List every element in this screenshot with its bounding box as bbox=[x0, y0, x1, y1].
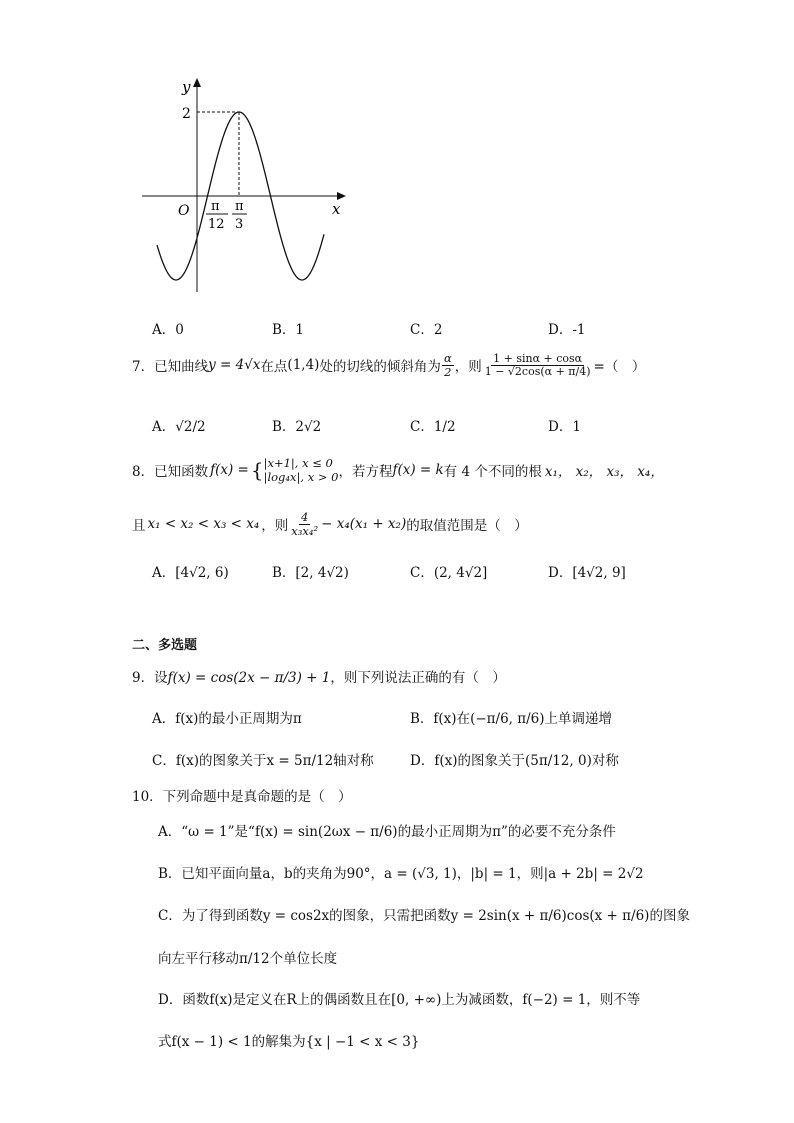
q8-line2 bbox=[132, 511, 528, 537]
q10-option-b[interactable]: B．已知平面向量a，b的夹角为90°，a = (√3, 1)，|b| = 1，则|a + 2b| = 2√2 bbox=[158, 866, 644, 882]
x-tick1-num: π bbox=[211, 199, 220, 214]
x-tick1-den: 12 bbox=[208, 217, 225, 232]
q7-expr-num: 1 + sinα + cosα bbox=[493, 351, 583, 365]
q10-option-d-line2: 式f(x − 1) < 1的解集为{x | −1 < x < 3} bbox=[158, 1034, 420, 1050]
q8-expr-fraction bbox=[289, 511, 320, 537]
q6-option-c[interactable]: C．2 bbox=[410, 322, 443, 338]
q7-stem-a: 7．已知曲线 bbox=[132, 359, 209, 376]
q9-option-d[interactable]: D．f(x)的图象关于(5π/12, 0)对称 bbox=[410, 753, 619, 769]
q8-stem-b: ，若方程 bbox=[338, 464, 393, 481]
q8-option-a[interactable]: A．[4√2, 6) bbox=[152, 565, 229, 581]
x-tick2-den: 3 bbox=[235, 217, 244, 232]
q9-stem-b: ，则下列说法正确的有（ ） bbox=[330, 670, 506, 686]
q9-fx: f(x) = cos(2x − π/3) + 1 bbox=[167, 670, 331, 686]
q7-stem-d: ，则 bbox=[454, 359, 482, 376]
q8-case1: |x+1|, x ≤ 0 bbox=[263, 456, 333, 470]
q10-option-d-line1[interactable]: D．函数f(x)是定义在R上的偶函数且在[0, +∞)上为减函数，f(−2) = 1，则不等 bbox=[158, 992, 641, 1008]
q7-stem-c: 处的切线的倾斜角为 bbox=[319, 359, 441, 376]
q7-expression bbox=[483, 353, 593, 378]
q8-option-c[interactable]: C．(2, 4√2] bbox=[410, 565, 488, 581]
q7-option-a[interactable]: A．√2/2 bbox=[152, 419, 206, 435]
q7-stem bbox=[132, 352, 645, 378]
q8-cases bbox=[264, 456, 339, 485]
q9-stem bbox=[132, 666, 506, 686]
q8-option-d[interactable]: D．[4√2, 9] bbox=[548, 565, 626, 581]
q8-line2-b: ，则 bbox=[261, 518, 289, 535]
q7-stem-b: 在点 bbox=[260, 359, 288, 376]
q8-brace-icon: { bbox=[250, 458, 264, 483]
q8-case2: |log₄x|, x > 0 bbox=[263, 470, 339, 485]
q8-expr-den: x₃x₄² bbox=[291, 523, 319, 538]
sine-graph bbox=[140, 76, 360, 298]
q8-line2-c: 的取值范围是（ ） bbox=[406, 518, 528, 535]
y-axis-arrow-icon bbox=[193, 78, 201, 87]
origin-label: O bbox=[178, 203, 190, 219]
q7-expr-den: 1 − √2cos(α + π/4) bbox=[484, 364, 591, 378]
q8-line2-a: 且 bbox=[132, 518, 146, 535]
q9-option-c[interactable]: C．f(x)的图象关于x = 5π/12轴对称 bbox=[152, 753, 374, 769]
q9-option-b[interactable]: B．f(x)在(−π/6, π/6)上单调递增 bbox=[410, 711, 613, 727]
y-tick-label: 2 bbox=[182, 106, 191, 122]
q6-option-a[interactable]: A．0 bbox=[152, 322, 184, 338]
q8-stem-a: 8．已知函数 bbox=[132, 464, 209, 481]
q10-option-c-line2: 向左平行移动π/12个单位长度 bbox=[158, 951, 338, 967]
y-axis-label: y bbox=[182, 78, 191, 96]
q8-equation: f(x) = k bbox=[392, 462, 444, 479]
q6-option-d[interactable]: D．-1 bbox=[548, 322, 586, 338]
q10-option-c-line1[interactable]: C．为了得到函数y = cos2x的图象，只需把函数y = 2sin(x + π/6)cos(x + π/6)的图象 bbox=[158, 908, 690, 924]
q7-stem-e: =（ ） bbox=[593, 359, 646, 376]
q6-option-b[interactable]: B．1 bbox=[272, 322, 305, 338]
q8-stem-c: 有 4 个不同的根 bbox=[443, 464, 542, 481]
q7-angle-den: 2 bbox=[444, 364, 452, 379]
q7-option-c[interactable]: C．1/2 bbox=[410, 419, 456, 435]
q8-expr-num: 4 bbox=[301, 510, 309, 524]
q9-stem-a: 9．设 bbox=[132, 670, 168, 686]
q8-roots: x₁， x₂， x₃， x₄， bbox=[544, 464, 664, 481]
q8-order: x₁ < x₂ < x₃ < x₄ bbox=[147, 516, 260, 533]
q7-option-b[interactable]: B．2√2 bbox=[272, 419, 322, 435]
q9-option-a[interactable]: A．f(x)的最小正周期为π bbox=[152, 711, 302, 727]
section-title-multi-choice: 二、多选题 bbox=[132, 638, 198, 653]
q8-stem bbox=[132, 456, 664, 485]
x-axis-label: x bbox=[332, 200, 341, 218]
q7-angle-num: α bbox=[443, 351, 452, 365]
q7-curve: y = 4√x bbox=[208, 357, 261, 374]
q7-angle-fraction bbox=[442, 352, 454, 378]
x-tick2-num: π bbox=[235, 199, 244, 214]
q10-stem: 10．下列命题中是真命题的是（ ） bbox=[132, 789, 352, 805]
x-axis-arrow-icon bbox=[337, 192, 346, 200]
q8-expr-tail: − x₄(x₁ + x₂) bbox=[321, 516, 407, 533]
q7-option-d[interactable]: D．1 bbox=[548, 419, 581, 435]
q8-option-b[interactable]: B．[2, 4√2) bbox=[272, 565, 349, 581]
q10-option-a[interactable]: A．“ω = 1”是“f(x) = sin(2ωx − π/6)的最小正周期为π”的必要不充分条件 bbox=[158, 824, 616, 840]
q7-point: (1,4) bbox=[287, 357, 320, 374]
q8-fx: f(x) = bbox=[210, 462, 249, 479]
